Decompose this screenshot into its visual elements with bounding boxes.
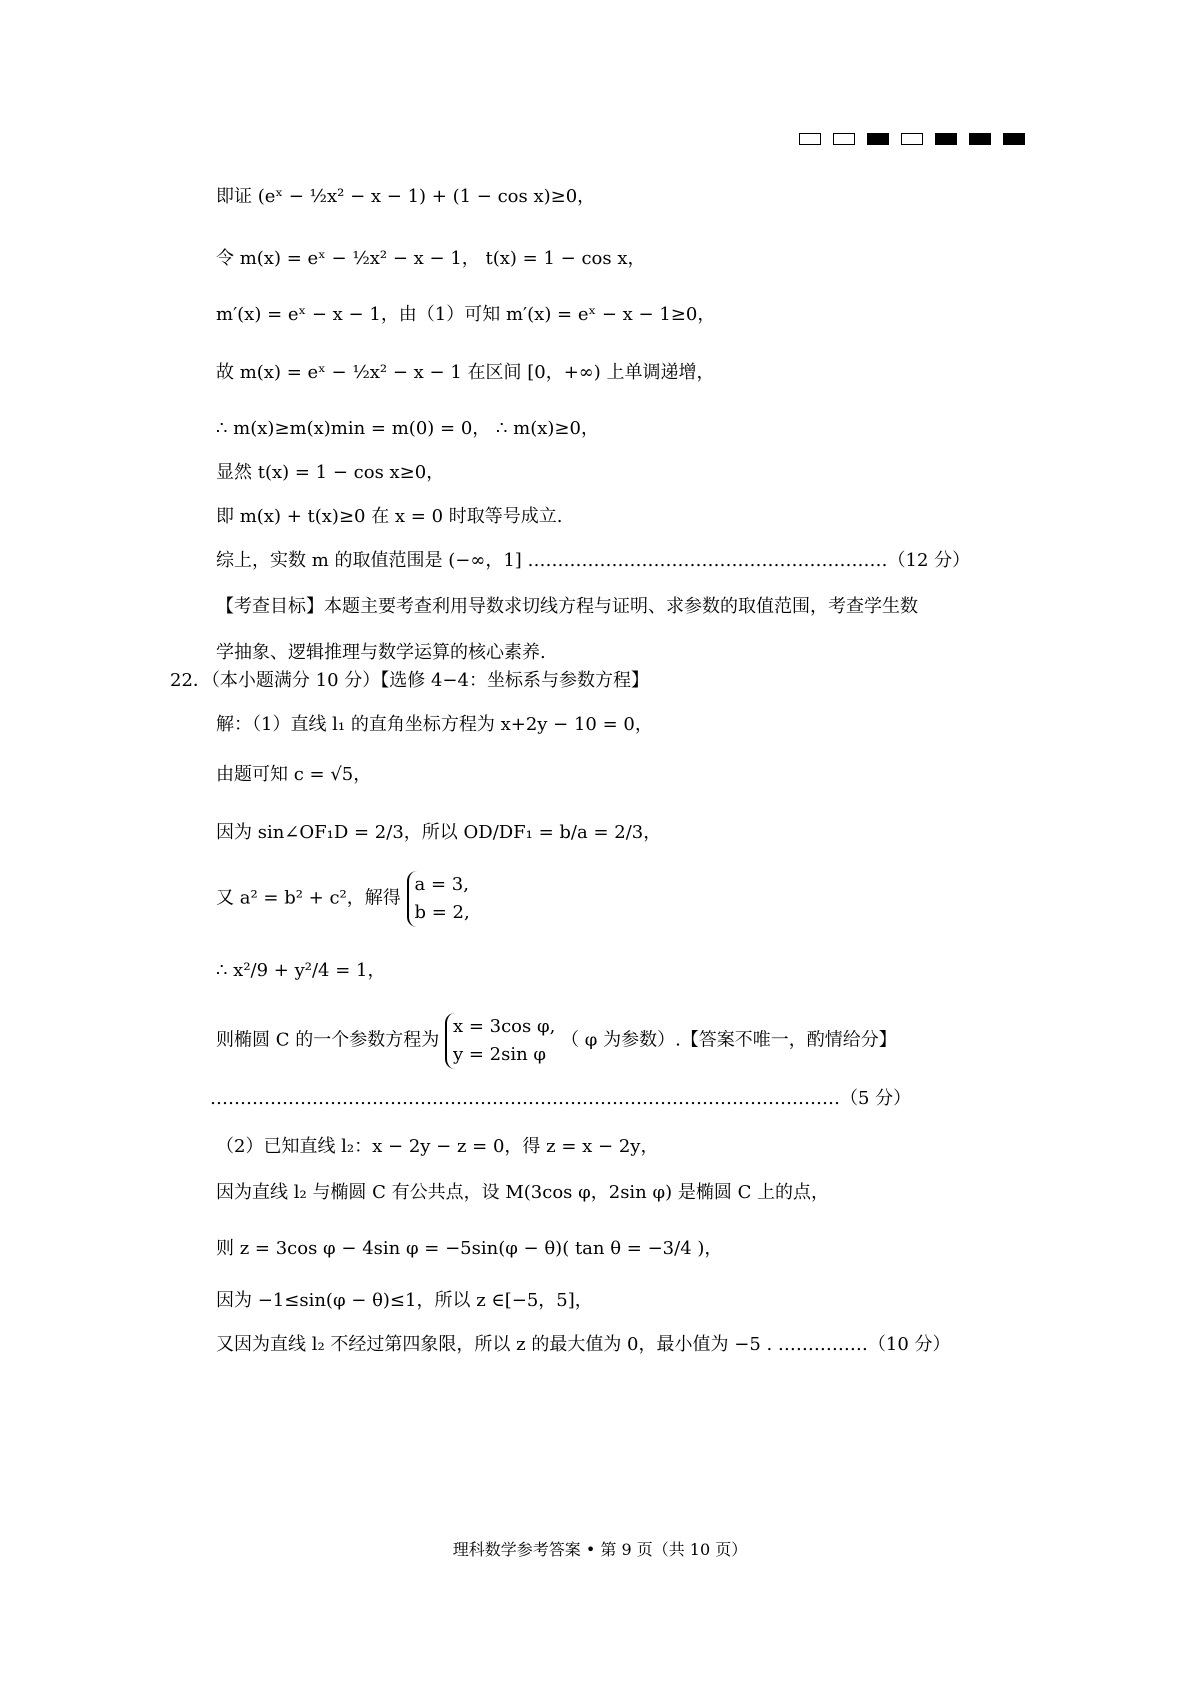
line-14 bbox=[216, 870, 470, 927]
line-11: 解：（1）直线 l₁ 的直角坐标方程为 x+2y − 10 = 0， bbox=[216, 714, 653, 735]
line-19: 因为直线 l₂ 与椭圆 C 有公共点，设 M(3cos φ，2sin φ) 是椭圆 C 上的点， bbox=[216, 1182, 830, 1203]
line-20: 则 z = 3cos φ − 4sin φ = −5sin(φ − θ)( tan θ = −3/4 )， bbox=[216, 1238, 723, 1259]
mark-empty-1 bbox=[799, 133, 821, 145]
line-16-suffix: （ φ 为参数）.【答案不唯一，酌情给分】 bbox=[561, 1029, 897, 1051]
line-22: 又因为直线 l₂ 不经过第四象限，所以 z 的最大值为 0，最小值为 −5 . ……………（10 分） bbox=[216, 1334, 951, 1355]
line-18: （2）已知直线 l₂：x − 2y − z = 0，得 z = x − 2y， bbox=[216, 1136, 659, 1157]
parametric-row-1: x = 3cos φ, bbox=[452, 1016, 556, 1037]
mark-filled-1 bbox=[867, 133, 889, 145]
line-16-prefix: 则椭圆 C 的一个参数方程为 bbox=[216, 1029, 440, 1051]
line-12: 由题可知 c = √5， bbox=[216, 764, 372, 785]
line-5: ∴ m(x)≥m(x)min = m(0) = 0， ∴ m(x)≥0， bbox=[216, 418, 599, 439]
mark-empty-3 bbox=[901, 133, 923, 145]
line-8: 综上，实数 m 的取值范围是 (−∞，1] ……………………………………………………（12 分） bbox=[216, 550, 971, 571]
mark-filled-3 bbox=[969, 133, 991, 145]
mark-filled-4 bbox=[1003, 133, 1025, 145]
line-2: 令 m(x) = eˣ − ½x² − x − 1， t(x) = 1 − cos x， bbox=[216, 248, 646, 269]
line-1: 即证 (eˣ − ½x² − x − 1) + (1 − cos x)≥0， bbox=[216, 186, 596, 207]
line-13: 因为 sin∠OF₁D = 2/3，所以 OD/DF₁ = b/a = 2/3， bbox=[216, 822, 662, 843]
header-marks bbox=[799, 133, 1025, 145]
line-14-text: 又 a² = b² + c²，解得 bbox=[216, 887, 401, 909]
system-ab-row-2: b = 2, bbox=[414, 902, 470, 923]
line-4: 故 m(x) = eˣ − ½x² − x − 1 在区间 [0，+∞) 上单调递增， bbox=[216, 362, 715, 383]
line-21: 因为 −1≤sin(φ − θ)≤1，所以 z ∈[−5，5]， bbox=[216, 1290, 593, 1311]
line-6: 显然 t(x) = 1 − cos x≥0， bbox=[216, 462, 445, 483]
question-22-title: 22．（本小题满分 10 分）【选修 4−4：坐标系与参数方程】 bbox=[170, 670, 649, 691]
line-17: ……………………………………………………………………………………………（5 分） bbox=[210, 1088, 912, 1109]
system-ab-row-1: a = 3, bbox=[414, 874, 469, 895]
line-16 bbox=[216, 1012, 897, 1069]
parametric-system bbox=[445, 1012, 555, 1069]
parametric-row-2: y = 2sin φ bbox=[452, 1044, 547, 1065]
line-9: 【考查目标】本题主要考查利用导数求切线方程与证明、求参数的取值范围，考查学生数 bbox=[216, 596, 918, 617]
line-10: 学抽象、逻辑推理与数学运算的核心素养. bbox=[216, 642, 546, 663]
equation-system-ab bbox=[407, 870, 470, 927]
line-15: ∴ x²/9 + y²/4 = 1， bbox=[216, 960, 386, 981]
line-3: m′(x) = eˣ − x − 1，由（1）可知 m′(x) = eˣ − x − 1≥0， bbox=[216, 304, 716, 325]
line-7: 即 m(x) + t(x)≥0 在 x = 0 时取等号成立. bbox=[216, 506, 563, 527]
mark-filled-2 bbox=[935, 133, 957, 145]
mark-empty-2 bbox=[833, 133, 855, 145]
page-footer: 理科数学参考答案 • 第 9 页（共 10 页） bbox=[452, 1540, 748, 1559]
